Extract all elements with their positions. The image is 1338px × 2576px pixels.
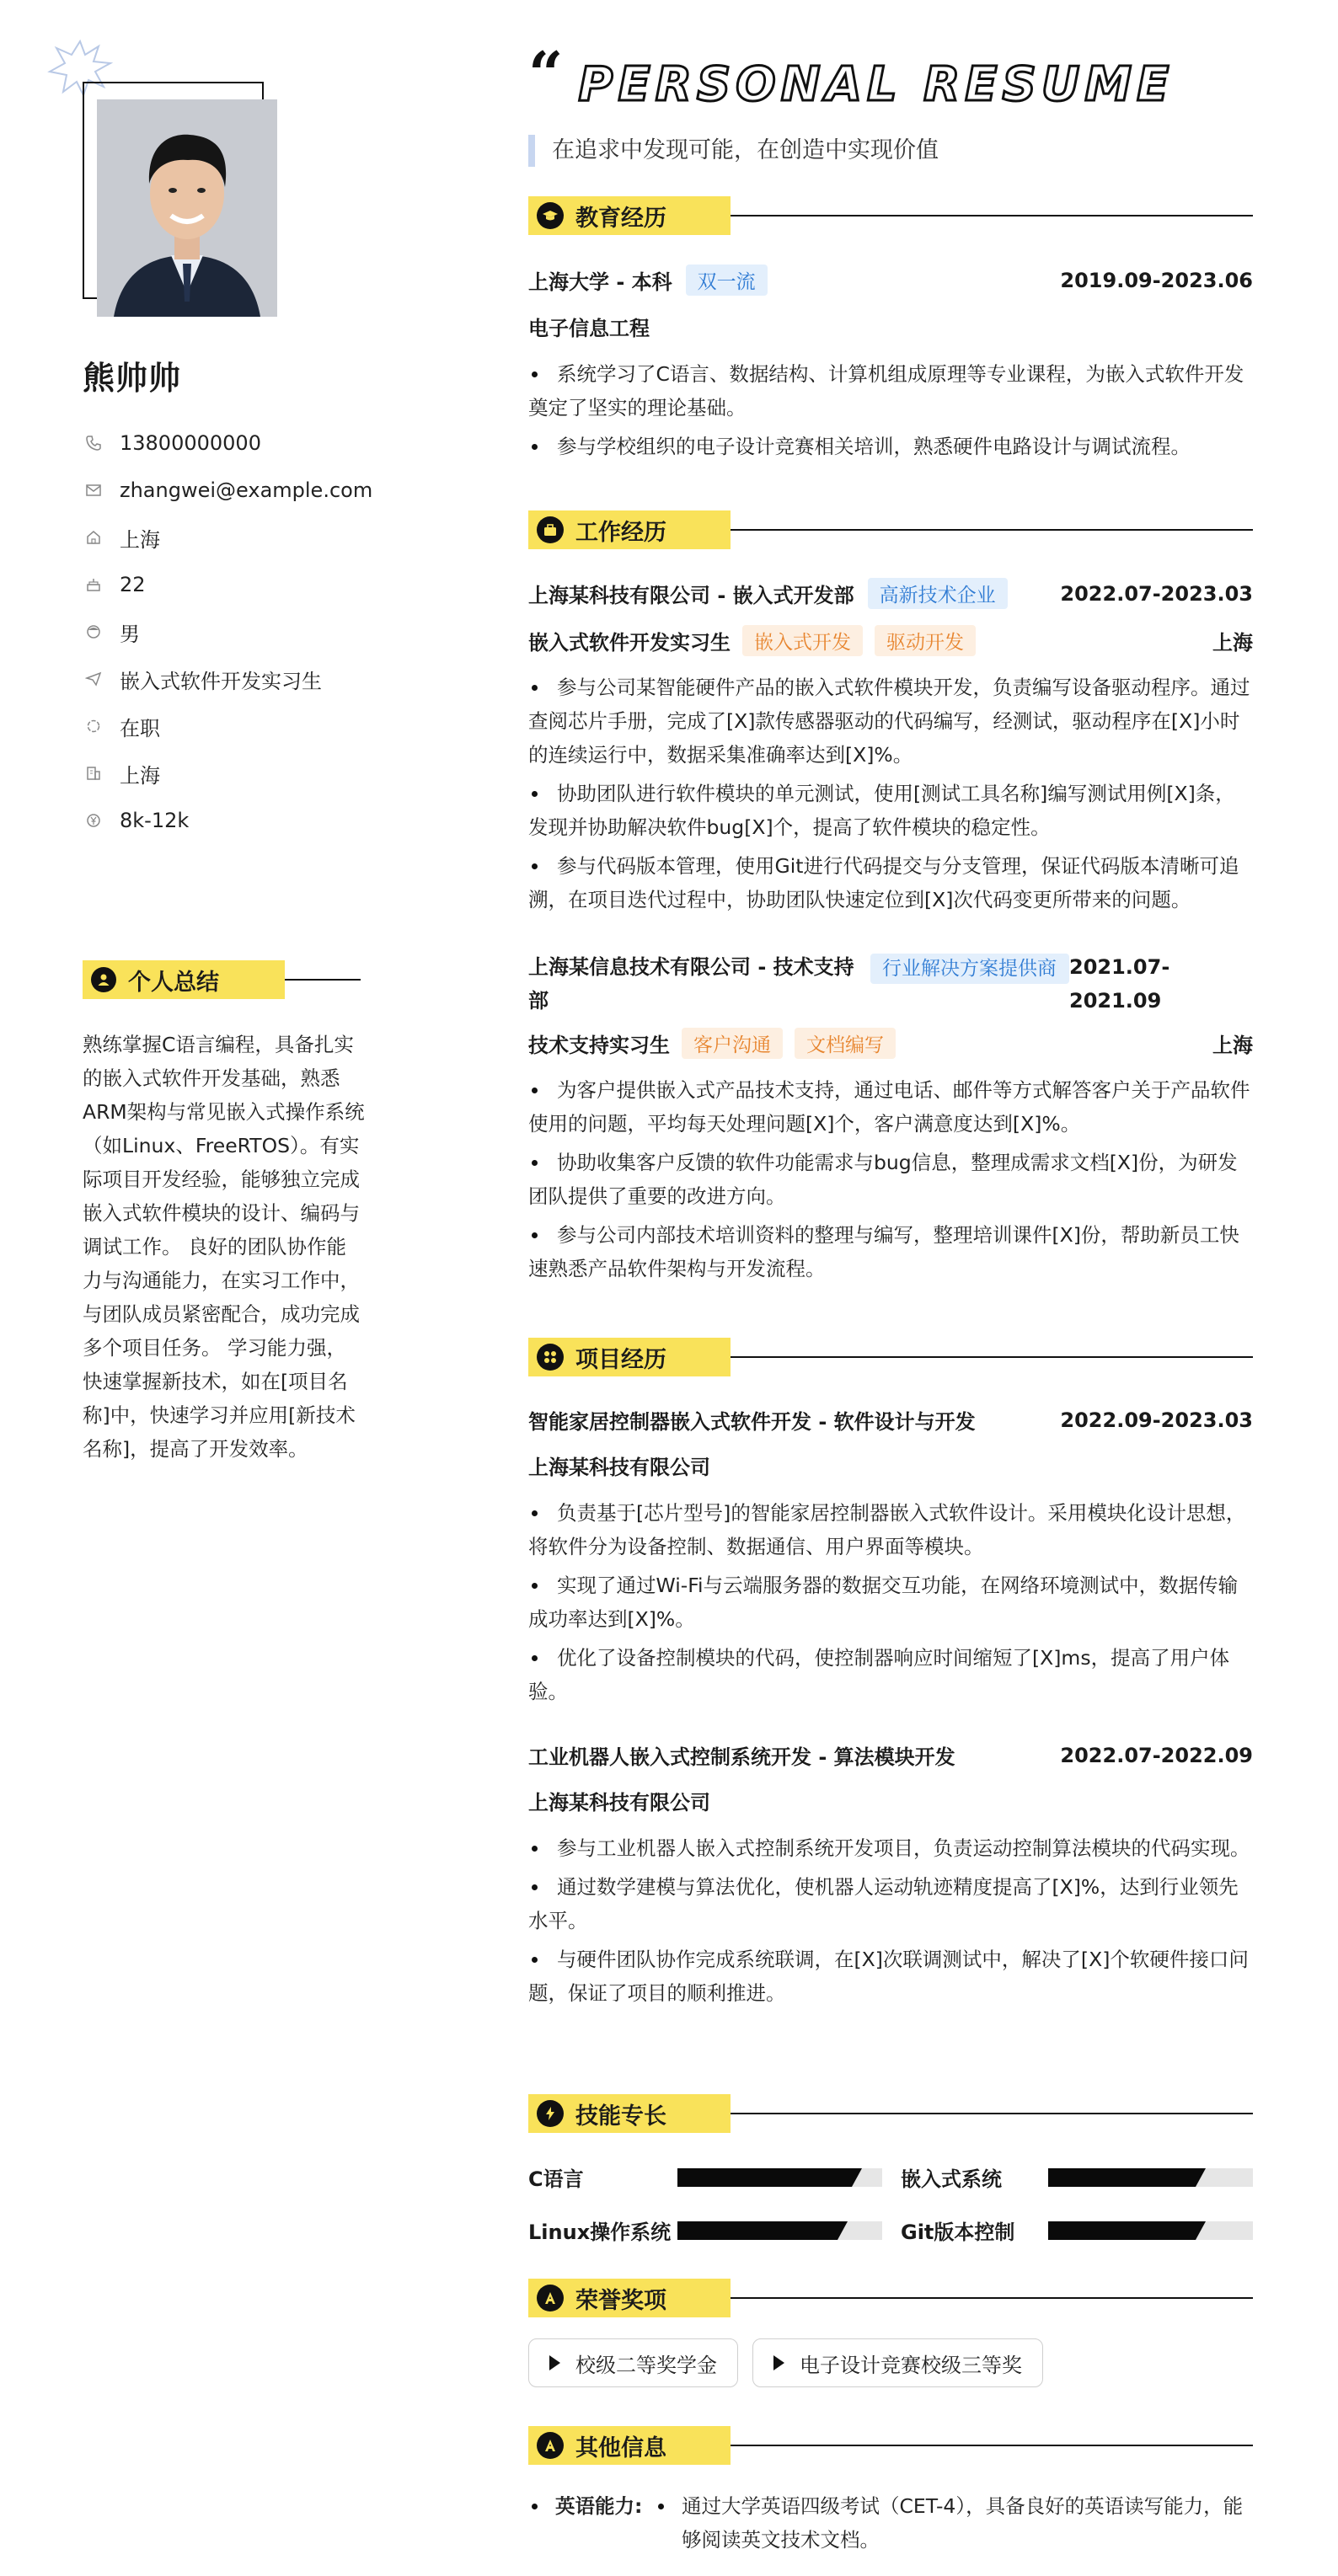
user-icon bbox=[91, 967, 116, 992]
project-1-name: 智能家居控制器嵌入式软件开发 - 软件设计与开发 bbox=[528, 1410, 976, 1434]
bullet-dot bbox=[658, 2504, 664, 2509]
contact-info-list bbox=[83, 420, 372, 844]
project-1-company-row bbox=[528, 1451, 1253, 1480]
phone-text: 13800000000 bbox=[120, 431, 261, 455]
list-item: 参与代码版本管理，使用Git进行代码提交与分支管理，保证代码版本清晰可追溯，在项目迭代过程中，协助团队快速定位到[X]次代码变更所带来的问题。 bbox=[528, 849, 1253, 917]
list-item: 优化了设备控制模块的代码，使控制器响应时间缩短了[X]ms，提高了用户体验。 bbox=[528, 1641, 1253, 1708]
school-name: 上海大学 - 本科 bbox=[528, 270, 672, 294]
gender-text: 男 bbox=[120, 622, 140, 646]
major-name: 电子信息工程 bbox=[528, 317, 650, 340]
award-label: 电子设计竞赛校级三等奖 bbox=[800, 2353, 1022, 2377]
resume-title bbox=[528, 38, 1175, 116]
project-1-bullets bbox=[528, 1496, 1253, 1713]
skill-name: Linux操作系统 bbox=[528, 2220, 672, 2244]
job-1-date: 2022.07-2023.03 bbox=[1060, 581, 1253, 606]
job-2-role: 技术支持实习生 bbox=[528, 1034, 670, 1057]
other-text: 通过大学英语四级考试（CET-4），具备良好的英语读写能力，能够阅读英文技术文档。 bbox=[682, 2494, 1244, 2552]
job-1-bullets bbox=[528, 671, 1253, 922]
cake-icon bbox=[83, 574, 104, 596]
location-text: 上海 bbox=[120, 527, 160, 552]
skill-bar bbox=[677, 2168, 882, 2187]
graduation-cap-icon bbox=[537, 202, 564, 229]
job-2-header bbox=[528, 950, 1253, 1018]
skill-bar bbox=[1048, 2168, 1253, 2187]
major-row bbox=[528, 312, 1253, 341]
status-icon bbox=[83, 715, 104, 737]
job-2-badge: 行业解决方案提供商 bbox=[870, 954, 1069, 984]
job-1-role-row bbox=[528, 625, 1253, 656]
awards-section-header bbox=[528, 2279, 1253, 2317]
skill-bar-fill bbox=[1048, 2221, 1196, 2240]
list-item: 系统学习了C语言、数据结构、计算机组成原理等专业课程，为嵌入式软件开发奠定了坚实的理论基础。 bbox=[528, 357, 1253, 425]
projects-section-header bbox=[528, 1338, 1253, 1376]
award-label: 校级二等奖学金 bbox=[575, 2353, 717, 2377]
email-text: zhangwei@example.com bbox=[120, 478, 373, 502]
money-icon bbox=[83, 810, 104, 831]
work-divider bbox=[731, 529, 1253, 531]
other-label: 英语能力: bbox=[555, 2494, 643, 2518]
info-location bbox=[83, 514, 372, 561]
job-2-tag: 文档编写 bbox=[795, 1028, 896, 1059]
education-section-header bbox=[528, 196, 1253, 235]
city-text: 上海 bbox=[120, 763, 160, 788]
quote-mark: “ bbox=[528, 38, 564, 110]
play-icon bbox=[549, 2355, 560, 2370]
other-title: 其他信息 bbox=[575, 2434, 666, 2461]
project-1-company: 上海某科技有限公司 bbox=[528, 1456, 710, 1479]
list-item: 参与学校组织的电子设计竞赛相关培训，熟悉硬件电路设计与调试流程。 bbox=[528, 430, 1253, 463]
list-item: 与硬件团队协作完成系统联调，在[X]次联调测试中，解决了[X]个软硬件接口问题，保证了项目的顺利推进。 bbox=[528, 1943, 1253, 2010]
info-email bbox=[83, 467, 372, 514]
job-1-tag: 驱动开发 bbox=[875, 625, 976, 656]
info-city bbox=[83, 750, 372, 797]
info-phone bbox=[83, 420, 372, 467]
award-icon bbox=[537, 2285, 564, 2311]
project-2-company-row bbox=[528, 1786, 1253, 1815]
list-item: 为客户提供嵌入式产品技术支持，通过电话、邮件等方式解答客户关于产品软件使用的问题，平均每天处理问题[X]个，客户满意度达到[X]%。 bbox=[528, 1073, 1253, 1141]
send-icon bbox=[83, 668, 104, 690]
job-1-badge: 高新技术企业 bbox=[868, 578, 1008, 609]
project-1-date: 2022.09-2023.03 bbox=[1060, 1408, 1253, 1432]
info-gender bbox=[83, 608, 372, 655]
education-date: 2019.09-2023.06 bbox=[1060, 268, 1253, 292]
list-item: 实现了通过Wi-Fi与云端服务器的数据交互功能，在网络环境测试中，数据传输成功率达到[X]%。 bbox=[528, 1569, 1253, 1636]
job-1-tag: 嵌入式开发 bbox=[742, 625, 863, 656]
summary-text: 熟练掌握C语言编程，具备扎实的嵌入式软件开发基础，熟悉ARM架构与常见嵌入式操作系统（如Linux、FreeRTOS）。有实际项目开发经验，能够独立完成嵌入式软件模块的设计、编码与调试工作。 良好的团队协作能力与沟通能力，在实习工作中，与团队成员紧密配合，成功完成多个项目任务。 学习能力强，快速掌握新技术，如在[项目名称]中，快速学习并应用[新技术名称]，提高了开发效率。 bbox=[83, 1033, 365, 1461]
project-2-bullets bbox=[528, 1831, 1253, 2015]
resume-subtitle: 在追求中发现可能，在创造中实现价值 bbox=[528, 135, 939, 167]
job-2-company: 上海某信息技术有限公司 - 技术支持部 bbox=[528, 955, 854, 1013]
summary-tag bbox=[83, 960, 285, 999]
skills-tag bbox=[528, 2094, 731, 2133]
project-2-company: 上海某科技有限公司 bbox=[528, 1791, 710, 1814]
other-info bbox=[528, 2489, 1253, 2557]
info-icon bbox=[537, 2432, 564, 2459]
education-bullets bbox=[528, 357, 1253, 468]
skill-bar bbox=[1048, 2221, 1253, 2240]
project-2-header bbox=[528, 1740, 1253, 1770]
position-text: 嵌入式软件开发实习生 bbox=[120, 669, 322, 693]
summary-section-header bbox=[83, 960, 361, 999]
bullet-dot bbox=[532, 2504, 538, 2509]
lightning-icon bbox=[537, 2100, 564, 2127]
education-divider bbox=[731, 215, 1253, 216]
other-tag bbox=[528, 2426, 731, 2465]
age-text: 22 bbox=[120, 573, 146, 596]
job-2-city: 上海 bbox=[1212, 1034, 1253, 1057]
info-position bbox=[83, 655, 372, 703]
list-item: 参与公司内部技术培训资料的整理与编写，整理培训课件[X]份，帮助新员工快速熟悉产品软件架构与开发流程。 bbox=[528, 1218, 1253, 1285]
work-section-header bbox=[528, 510, 1253, 549]
job-2-tag: 客户沟通 bbox=[682, 1028, 783, 1059]
list-item: 通过数学建模与算法优化，使机器人运动轨迹精度提高了[X]%，达到行业领先水平。 bbox=[528, 1870, 1253, 1937]
skills-divider bbox=[731, 2113, 1253, 2114]
other-section-header bbox=[528, 2426, 1253, 2465]
building-icon bbox=[83, 762, 104, 784]
summary-divider bbox=[285, 979, 361, 981]
education-row bbox=[528, 265, 1253, 296]
skill-bar-fill bbox=[677, 2221, 838, 2240]
list-item: 负责基于[芯片型号]的智能家居控制器嵌入式软件设计。采用模块化设计思想，将软件分为设备控制、数据通信、用户界面等模块。 bbox=[528, 1496, 1253, 1563]
info-salary bbox=[83, 797, 372, 844]
skill-row bbox=[528, 2213, 1253, 2247]
phone-icon bbox=[83, 432, 104, 454]
list-item: 参与公司某智能硬件产品的嵌入式软件模块开发，负责编写设备驱动程序。通过查阅芯片手册，完成了[X]款传感器驱动的代码编写，经测试，驱动程序在[X]小时的连续运行中，数据采集准确率达到[X]%。 bbox=[528, 671, 1253, 772]
briefcase-icon bbox=[537, 516, 564, 543]
project-1-header bbox=[528, 1405, 1253, 1435]
skill-bar bbox=[677, 2221, 882, 2240]
avatar bbox=[97, 99, 277, 317]
list-item: 参与工业机器人嵌入式控制系统开发项目，负责运动控制算法模块的代码实现。 bbox=[528, 1831, 1253, 1865]
skills-title: 技能专长 bbox=[575, 2103, 666, 2130]
projects-title: 项目经历 bbox=[575, 1346, 666, 1373]
awards-tag bbox=[528, 2279, 731, 2317]
education-title: 教育经历 bbox=[575, 205, 666, 232]
info-age bbox=[83, 561, 372, 608]
list-item: 协助收集客户反馈的软件功能需求与bug信息，整理成需求文档[X]份，为研发团队提供了重要的改进方向。 bbox=[528, 1146, 1253, 1213]
education-tag bbox=[528, 196, 731, 235]
other-divider bbox=[731, 2445, 1253, 2446]
job-2-bullets bbox=[528, 1073, 1253, 1291]
job-2-role-row bbox=[528, 1028, 1253, 1059]
status-text: 在职 bbox=[120, 716, 160, 740]
work-tag bbox=[528, 510, 731, 549]
summary-title: 个人总结 bbox=[128, 969, 219, 996]
skill-name: C语言 bbox=[528, 2167, 584, 2191]
skill-bar-fill bbox=[1048, 2168, 1196, 2187]
work-title: 工作经历 bbox=[575, 519, 666, 546]
job-1-header bbox=[528, 578, 1253, 609]
projects-tag bbox=[528, 1338, 731, 1376]
candidate-name: 熊帅帅 bbox=[83, 360, 182, 397]
job-1-company: 上海某科技有限公司 - 嵌入式开发部 bbox=[528, 584, 854, 607]
school-badge: 双一流 bbox=[686, 265, 768, 296]
awards-divider bbox=[731, 2297, 1253, 2299]
award-item bbox=[528, 2338, 738, 2387]
mail-icon bbox=[83, 479, 104, 501]
skill-row bbox=[528, 2160, 1253, 2194]
awards-title: 荣誉奖项 bbox=[575, 2287, 666, 2314]
grid-icon bbox=[537, 1344, 564, 1371]
home-icon bbox=[83, 526, 104, 548]
play-icon bbox=[773, 2355, 784, 2370]
list-item: 协助团队进行软件模块的单元测试，使用[测试工具名称]编写测试用例[X]条，发现并协助解决软件bug[X]个，提高了软件模块的稳定性。 bbox=[528, 777, 1253, 844]
job-1-city: 上海 bbox=[1212, 631, 1253, 655]
skill-name: Git版本控制 bbox=[901, 2220, 1015, 2244]
award-item bbox=[752, 2338, 1043, 2387]
salary-text: 8k-12k bbox=[120, 809, 190, 832]
job-2-date: 2021.07-2021.09 bbox=[1069, 955, 1170, 1013]
skills-section-header bbox=[528, 2094, 1253, 2133]
project-2-name: 工业机器人嵌入式控制系统开发 - 算法模块开发 bbox=[528, 1745, 955, 1769]
person-icon bbox=[83, 621, 104, 643]
skill-name: 嵌入式系统 bbox=[901, 2167, 1002, 2191]
info-status bbox=[83, 703, 372, 750]
project-2-date: 2022.07-2022.09 bbox=[1060, 1743, 1253, 1767]
skill-bar-fill bbox=[677, 2168, 852, 2187]
job-1-role: 嵌入式软件开发实习生 bbox=[528, 631, 731, 655]
resume-title-text: PERSONAL RESUME bbox=[578, 57, 1175, 112]
projects-divider bbox=[731, 1356, 1253, 1358]
